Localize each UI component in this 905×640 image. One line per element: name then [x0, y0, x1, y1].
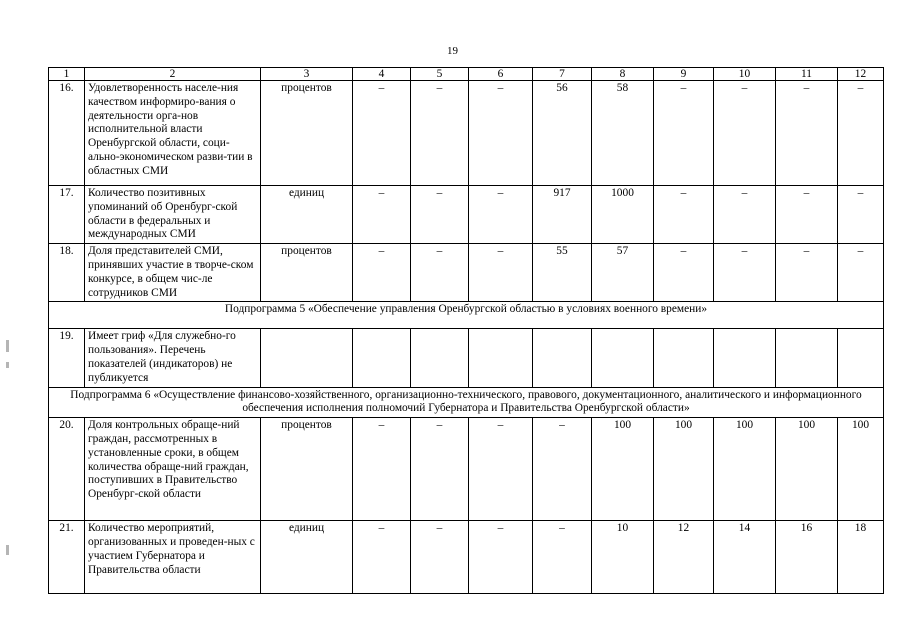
value-cell: – — [411, 418, 469, 521]
value-cell: – — [411, 81, 469, 186]
value-cell: – — [353, 418, 411, 521]
column-header: 11 — [776, 68, 838, 81]
value-cell — [654, 329, 714, 387]
value-cell: – — [838, 244, 884, 302]
row-number: 17. — [49, 186, 85, 244]
indicators-table — [48, 67, 884, 594]
value-cell: – — [714, 186, 776, 244]
column-header: 2 — [85, 68, 261, 81]
indicator-name: Доля контрольных обраще-ний граждан, рассмотренных в установленные сроки, в общем количества обраще-ний граждан, поступивших в Правительство Оренбург-ской области — [85, 418, 261, 521]
column-header: 8 — [592, 68, 654, 81]
value-cell: – — [714, 244, 776, 302]
row-number: 16. — [49, 81, 85, 186]
column-header: 1 — [49, 68, 85, 81]
value-cell: 917 — [533, 186, 592, 244]
value-cell: – — [533, 418, 592, 521]
unit-cell: процентов — [261, 418, 353, 521]
value-cell: – — [469, 244, 533, 302]
subprogram-title: Подпрограмма 6 «Осуществление финансово-хозяйственного, организационно-технического, правового, документационного, аналитического и информационного обеспечения исполнения полномочий Губернатора и Правительства Оренбургской области» — [49, 387, 884, 418]
value-cell: 18 — [838, 521, 884, 594]
value-cell: 56 — [533, 81, 592, 186]
table-row — [49, 329, 884, 387]
column-header: 5 — [411, 68, 469, 81]
value-cell — [353, 329, 411, 387]
value-cell — [533, 329, 592, 387]
indicator-name: Удовлетворенность населе-ния качеством информиро-вания о деятельности орга-нов исполнительной власти Оренбургской области, соци-ально-экономическом разви-тии в областных СМИ — [85, 81, 261, 186]
value-cell: – — [654, 244, 714, 302]
value-cell — [592, 329, 654, 387]
value-cell: 16 — [776, 521, 838, 594]
unit-cell — [261, 329, 353, 387]
value-cell: 100 — [714, 418, 776, 521]
subprogram-row — [49, 387, 884, 418]
value-cell — [776, 329, 838, 387]
value-cell: – — [469, 418, 533, 521]
value-cell: – — [411, 521, 469, 594]
table-row — [49, 521, 884, 594]
table-row — [49, 186, 884, 244]
value-cell: 1000 — [592, 186, 654, 244]
indicator-name: Количество мероприятий, организованных и проведен-ных с участием Губернатора и Правительства области — [85, 521, 261, 594]
table-row — [49, 244, 884, 302]
table-row — [49, 418, 884, 521]
value-cell: – — [411, 244, 469, 302]
value-cell: – — [353, 521, 411, 594]
margin-mark — [6, 362, 9, 368]
subprogram-row — [49, 302, 884, 329]
header-row — [49, 68, 884, 81]
value-cell — [714, 329, 776, 387]
column-header: 6 — [469, 68, 533, 81]
column-header: 4 — [353, 68, 411, 81]
indicator-name: Количество позитивных упоминаний об Оренбург-ской области в федеральных и международных СМИ — [85, 186, 261, 244]
value-cell: – — [411, 186, 469, 244]
value-cell: – — [714, 81, 776, 186]
value-cell: – — [353, 244, 411, 302]
indicator-name: Имеет гриф «Для служебно-го пользования». Перечень показателей (индикаторов) не публикуется — [85, 329, 261, 387]
unit-cell: единиц — [261, 521, 353, 594]
value-cell: 100 — [592, 418, 654, 521]
value-cell: – — [838, 186, 884, 244]
margin-mark — [6, 340, 9, 352]
value-cell: 14 — [714, 521, 776, 594]
value-cell: 100 — [838, 418, 884, 521]
value-cell: – — [353, 186, 411, 244]
row-number: 20. — [49, 418, 85, 521]
value-cell: – — [776, 244, 838, 302]
column-header: 3 — [261, 68, 353, 81]
value-cell: – — [353, 81, 411, 186]
value-cell: 55 — [533, 244, 592, 302]
value-cell: – — [469, 186, 533, 244]
value-cell: – — [654, 81, 714, 186]
value-cell: – — [533, 521, 592, 594]
unit-cell: процентов — [261, 81, 353, 186]
value-cell: 58 — [592, 81, 654, 186]
value-cell: – — [469, 521, 533, 594]
value-cell — [469, 329, 533, 387]
column-header: 9 — [654, 68, 714, 81]
indicator-name: Доля представителей СМИ, принявших участие в творче-ском конкурсе, в общем чис-ле сотрудников СМИ — [85, 244, 261, 302]
value-cell — [838, 329, 884, 387]
value-cell — [411, 329, 469, 387]
table-row — [49, 81, 884, 186]
value-cell: 57 — [592, 244, 654, 302]
value-cell: – — [838, 81, 884, 186]
unit-cell: процентов — [261, 244, 353, 302]
row-number: 18. — [49, 244, 85, 302]
value-cell: 100 — [654, 418, 714, 521]
margin-mark — [6, 545, 9, 555]
row-number: 19. — [49, 329, 85, 387]
value-cell: 12 — [654, 521, 714, 594]
value-cell: – — [776, 186, 838, 244]
value-cell: 10 — [592, 521, 654, 594]
page-number: 19 — [447, 45, 458, 57]
value-cell: 100 — [776, 418, 838, 521]
value-cell: – — [469, 81, 533, 186]
unit-cell: единиц — [261, 186, 353, 244]
column-header: 10 — [714, 68, 776, 81]
column-header: 12 — [838, 68, 884, 81]
value-cell: – — [654, 186, 714, 244]
column-header: 7 — [533, 68, 592, 81]
row-number: 21. — [49, 521, 85, 594]
value-cell: – — [776, 81, 838, 186]
subprogram-title: Подпрограмма 5 «Обеспечение управления Оренбургской областью в условиях военного времени» — [49, 302, 884, 329]
